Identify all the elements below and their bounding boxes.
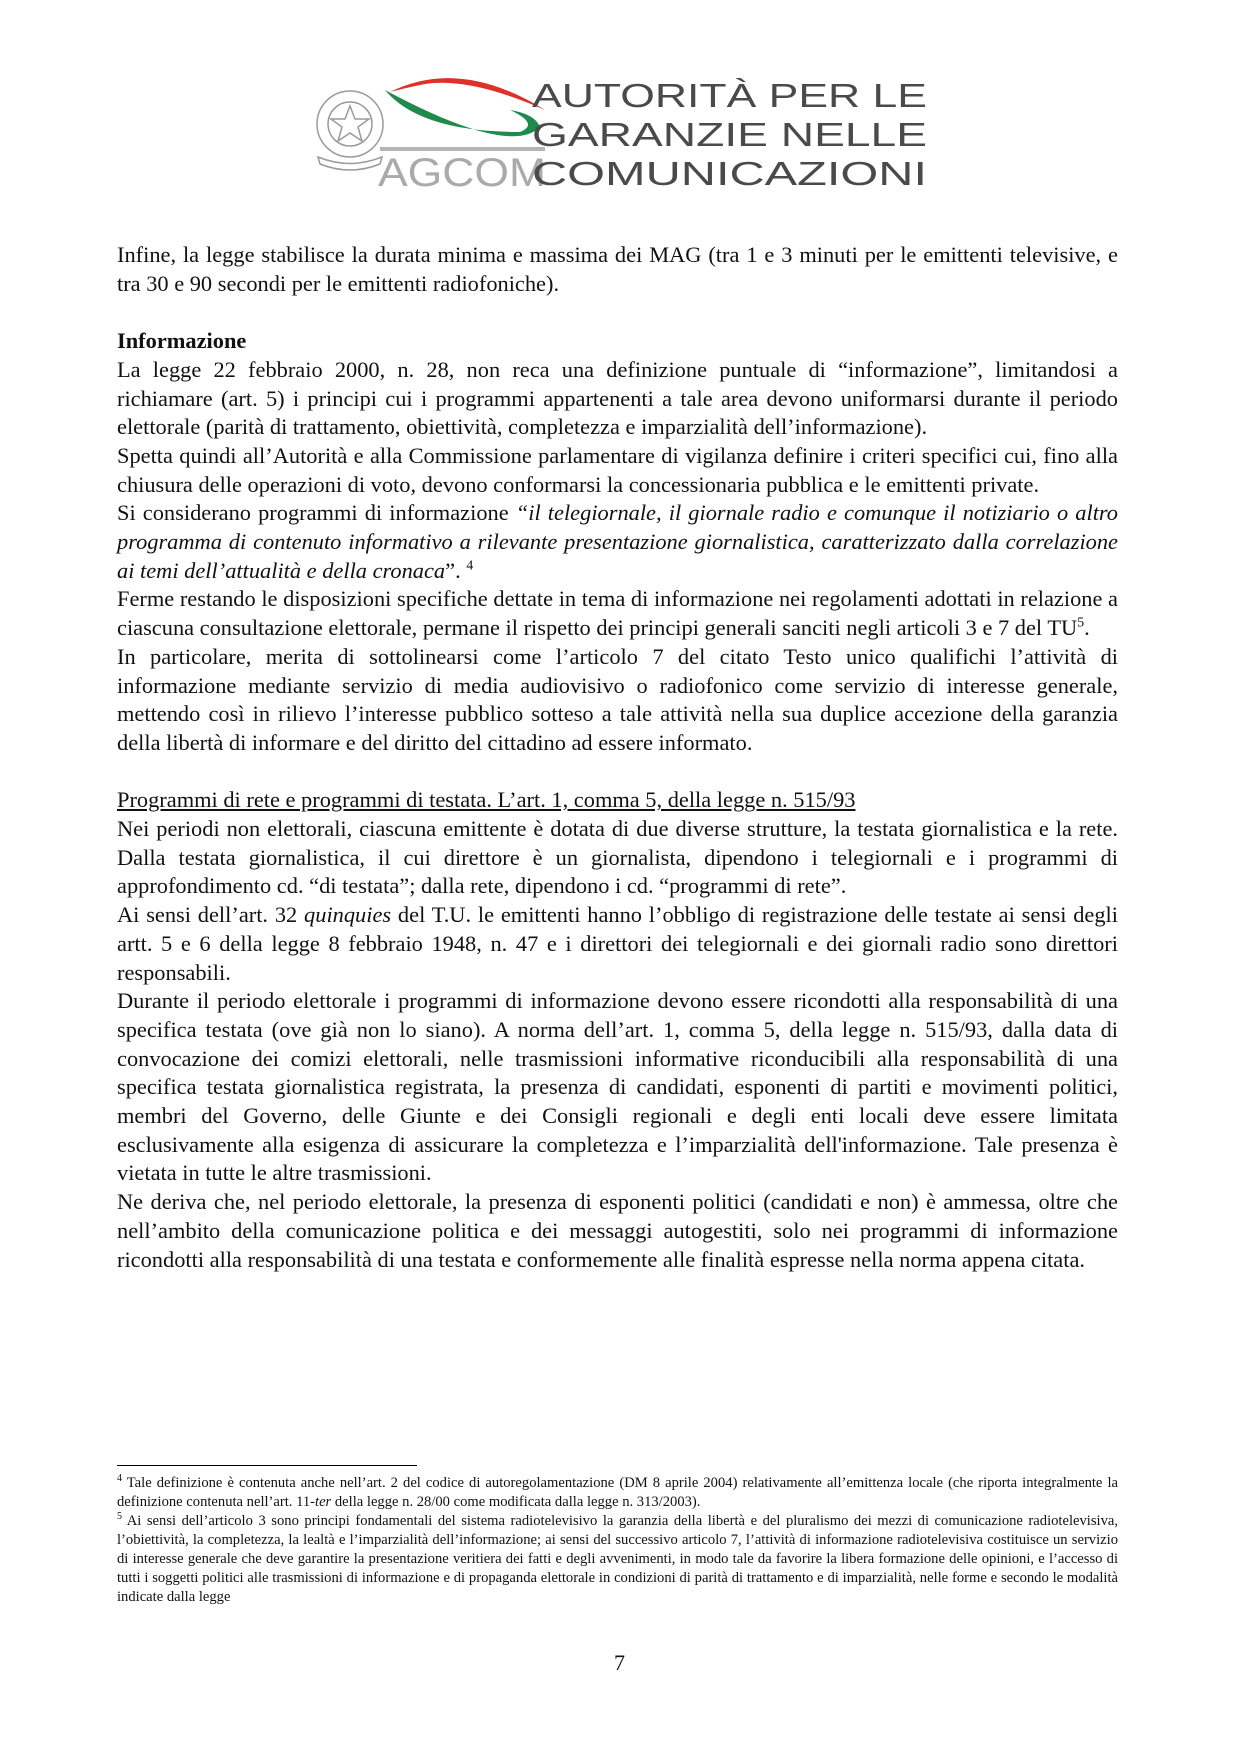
text: Ai sensi dell’art. 32 (117, 902, 305, 928)
section-heading-programmi: Programmi di rete e programmi di testata. L’art. 1, comma 5, della legge n. 515/93 (117, 787, 856, 813)
text: . (1084, 615, 1090, 641)
footnote-mark: 4 (117, 1473, 122, 1485)
logo-line-3: COMUNICAZIONI (532, 155, 927, 192)
text: Si considerano programmi di informazione (117, 500, 516, 526)
text: della legge n. 28/00 come modificata dalla legge n. 313/2003). (331, 1494, 701, 1510)
quote: “il telegiornale, il giornale radio e comunque il notiziario o altro programma di contenuto informativo a rilevante presentazione giornalistica, caratterizzato dalla correlazione ai temi dell’attualità e della cronaca (117, 500, 1118, 583)
footnote-4 (117, 1474, 1118, 1512)
paragraph: Nei periodi non elettorali, ciascuna emittente è dotata di due diverse strutture, la testata giornalistica e la rete. Dalla testata giornalistica, il cui direttore è un giornalista, dipendono i telegiornali e i programmi di approfondimento cd. “di testata”; dalla rete, dipendono i cd. “programmi di rete”. (117, 816, 1118, 899)
paragraph (117, 585, 1118, 642)
footnotes (117, 1474, 1118, 1607)
footnote-ref-5[interactable]: 5 (1077, 615, 1085, 631)
section-heading-informazione: Informazione (117, 328, 247, 354)
footnote-ref-4[interactable]: 4 (466, 558, 474, 574)
paragraph: Ne deriva che, nel periodo elettorale, la presenza di esponenti politici (candidati e non) è ammessa, oltre che nell’ambito della comunicazione politica e dei messaggi autogestiti, solo nei programmi di informazione ricondotti alla responsabilità di una testata e conformemente alle finalità espresse nella norma appena citata. (117, 1189, 1118, 1272)
paragraph: La legge 22 febbraio 2000, n. 28, non reca una definizione puntuale di “informazione”, limitandosi a richiamare (art. 5) i principi cui i programmi appartenenti a tale area devono uniformarsi durante il periodo elettorale (parità di trattamento, obiettività, completezza e imparzialità dell’informazione). (117, 356, 1118, 440)
agcom-wordmark: AGCOM (378, 151, 546, 192)
agcom-logo (310, 62, 950, 192)
text: del T.U. le emittenti hanno l’obbligo di registrazione delle testate ai sensi degli artt. 5 e 6 della legge 8 febbraio 1948, n. 47 e i direttori dei telegiornali e dei giornali radio sono direttori responsabili. (117, 902, 1118, 985)
text: ”. (445, 557, 467, 583)
republic-emblem-icon (317, 91, 383, 170)
logo-line-2: GARANZIE NELLE (532, 116, 927, 153)
footnote-mark: 5 (117, 1511, 122, 1523)
page-number: 7 (614, 1650, 625, 1675)
paragraph: Infine, la legge stabilisce la durata minima e massima dei MAG (tra 1 e 3 minuti per le emittenti televisive, e tra 30 e 90 secondi per le emittenti radiofoniche). (117, 242, 1118, 296)
paragraph: Durante il periodo elettorale i programmi di informazione devono essere ricondotti alla responsabilità di una specifica testata (ove già non lo siano). A norma dell’art. 1, comma 5, della legge n. 515/93, dalla data di convocazione dei comizi elettorali, nelle trasmissioni informative riconducibili alla responsabilità di una specifica testata giornalistica registrata, la presenza di candidati, esponenti di partiti e movimenti politici, membri del Governo, delle Giunte e dei Consigli regionali e degli enti locali deve essere limitata esclusivamente alla esigenza di assicurare la completezza e l’imparzialità dell'informazione. Tale presenza è vietata in tutte le altre trasmissioni. (117, 988, 1118, 1186)
text-italic: ter (315, 1494, 332, 1510)
paragraph: Spetta quindi all’Autorità e alla Commissione parlamentare di vigilanza definire i criteri specifici cui, fino alla chiusura delle operazioni di voto, devono conformarsi la concessionaria pubblica e le emittenti private. (117, 442, 1118, 497)
text: Ai sensi dell’articolo 3 sono principi fondamentali del sistema radiotelevisivo la garanzia della libertà e del pluralismo dei mezzi di comunicazione radiotelevisiva, l’obiettività, la completezza, la lealtà e l’imparzialità dell’informazione; ai sensi del successivo articolo 7, l’attività di informazione radiotelevisiva costituisce un servizio di interesse generale che deve garantire la presentazione veritiera dei fatti e degli avvenimenti, in modo tale da favorire la libera formazione delle opinioni, e l’accesso di tutti i soggetti politici alle trasmissioni di informazione e di propaganda elettorale in condizioni di parità di trattamento e di imparzialità, nelle forme e secondo le modalità indicate dalla legge (117, 1513, 1118, 1605)
footnote-separator (117, 1465, 417, 1466)
paragraph (117, 499, 1118, 585)
paragraph: In particolare, merita di sottolinearsi come l’articolo 7 del citato Testo unico qualifichi l’attività di informazione mediante servizio di media audiovisivo o radiofonico come servizio di interesse generale, mettendo così in rilievo l’interesse pubblico sotteso a tale attività nella sua duplice accezione della garanzia della libertà di informare e del diritto del cittadino ad essere informato. (117, 643, 1118, 755)
text: Ferme restando le disposizioni specifiche dettate in tema di informazione nei regolamenti adottati in relazione a ciascuna consultazione elettorale, permane il rispetto dei principi generali sanciti negli articoli 3 e 7 del TU (117, 586, 1118, 641)
paragraph (117, 901, 1118, 987)
document-body (117, 241, 1118, 1274)
text: Tale definizione è contenuta anche nell’art. 2 del codice di autoregolamentazione (DM 8 aprile 2004) relativamente all’emittenza locale (che riporta integralmente la definizione contenuta nell’art. 11- (117, 1475, 1118, 1510)
logo-line-1: AUTORITÀ PER LE (532, 77, 927, 114)
text-italic: quinquies (304, 902, 392, 928)
footnote-5 (117, 1512, 1118, 1607)
